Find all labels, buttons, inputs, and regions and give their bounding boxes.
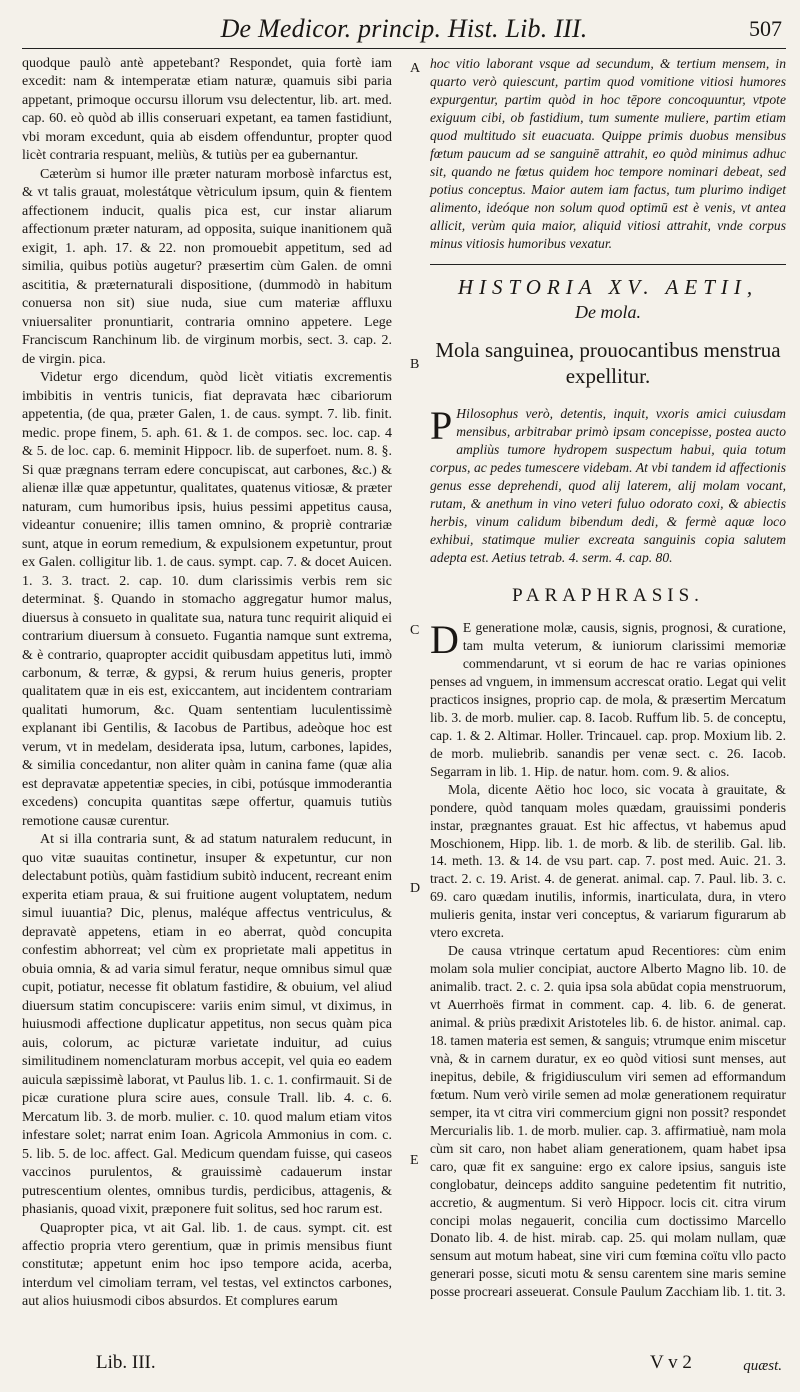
- page-footer: [22, 1352, 786, 1382]
- page-header: [22, 10, 786, 49]
- section-rule: [430, 264, 786, 265]
- paraphrasis-paragraph-2: Mola, dicente Aëtio hoc loco, sic vocata à grauitate, & pondere, quòd tanquam moles quædam, grauissimi ponderis instar, prægnantes grauat. Est hic affectus, vt habemus apud Moschionem, Hipp. lib. 1. de morb. & lib. de sterilib. Gal. lib. 14. meth. 13. & 14. de vsu part. cap. 7. post med. Auic. 21. 3. tract. 2. c. 19. Arist. 4. de generat. animal. cap. 7. Paul. lib. 3. c. 69. caro quædam inutilis, informis, inarticulata, dura, in vtero mulieris genita, instar veri conceptus, & variarum figurarum ab vtero excreta.: [430, 781, 786, 941]
- paraphrasis-paragraph-1-body: E generatione molæ, causis, signis, prognosi, & curatione, tam multa veterum, & iuniorum clarissimi memoriæ commendarunt, vt si eorum de hac re varias opiniones penses ad vnguem, in immensum accrescat oratio. Legat qui velit practicos insignes, proprio cap. de mola, & præsertim Mercatum lib. 3. de morb. mulier. cap. 8. Iacob. Ruffum lib. 5. de conceptu, cap. 1. & 2. Altimar. Holler. Trincauel. cap. prop. Moxium lib. 2. de morb. muliebrib. sanandis per venæ sect. c. 26. Iacob. Segarram in lib. 1. Hip. de natur. hom. com. 9. & alios.: [430, 620, 786, 779]
- paraphrasis-title: PARAPHRASIS.: [512, 585, 704, 607]
- margin-marker-e: E: [410, 1153, 419, 1168]
- left-paragraph-1: quodque paulò antè appetebant? Respondet, quia fortè iam excedit: nam & intemperatæ etiam naturæ, quamuis sibi paria appetant, primoque occursu illorum vsu delectentur, lib. art. med. cap. 60. eò quòd ab illis conseruari expetant, ea tamen fastidiunt, vbi moram excedunt, quia ab eisdem offenduntur, propter quod licèt contraria respuant, meliùs, & tutiùs per ea gubernantur.: [22, 56, 392, 164]
- running-title: De Medicor. princip. Hist. Lib. III.: [220, 14, 588, 43]
- margin-markers: [407, 55, 427, 1333]
- footer-signature: V v 2: [650, 1352, 692, 1373]
- history-dropcap: P: [430, 403, 453, 449]
- left-paragraph-4: At si illa contraria sunt, & ad statum naturalem reducunt, in quo vitæ suauitas continetur, insuper & expetuntur, cur non delectabunt potiùs, quàm fastidium subitò inducent, recreant enim experita etiam praua, & sui fruitione augent voluptatem, nedum simul iuuantia? Dic, plenus, maléque affectus ventriculus, & depravatè appetens, etiam in eo aberrat, quòd concupita confestim abhorreat; vel cùm ex proprietate mali appetitus in obuia omnia, & ad varia simul feratur, neque omnibus simul quæ cupit, potiatur, necesse fit oblatum fastidire, & obuium, vel aliud diuersum statim concupiscere: variis enim simul, vt diximus, in huiusmodi affectione duplicatur appetitus, non secus quàm pica auis, colorum, ac picturæ varietate induitur, ad cuius similitudinem nomenclaturam morbus accepit, vel quia eo eadem auicula sæpissimè laborat, vt Paulus lib. 1. c. 1. confirmauit. Si de picæ curatione plura scire aues, consule Trall. lib. 4. c. 6. Mercatum lib. 3. de morb. mulier. c. 10. quod malum etiam vitos infestare solet; narrat enim Ioan. Agricola Ammonius in com. c. 5. lib. 5. de loc. affect. Gal. Medicum quendam fuisse, qui caseos vaccinos purulentos, & grauissimè cadauerum instar putrescentium olentes, omnibus turdis, perdicibus, attagenis, & phasianis, quoad vixit, præponere fuit solitus, sed hoc rarum est.: [22, 832, 392, 1218]
- paraphrasis-paragraph-1: [430, 619, 786, 781]
- history-subtitle: De mola.: [575, 302, 641, 323]
- margin-marker-c: C: [410, 623, 420, 638]
- margin-marker-d: D: [410, 881, 421, 896]
- left-paragraph-3: Videtur ergo dicendum, quòd licèt vitiatis excrementis imbibitis in ventris tunicis, fiat depravata hæc cibariorum appetentia, (de qua, præter Galen, 1. de caus. sympt. 7. lib. finit. medic. prope finem, 5. aph. 61. & 1. de compos. sec. loc. cap. 4 & 5. de loc. cap. 6. meminit Hippocr. lib. de superfoet. num. 8. §. Si quæ prægnans terram edere concupiscat, aut carbones, &c.) & alienæ illæ quæ appetuntur, qualitates, quatenus vitiosæ, & præter naturam, cum humoribus ipsis, huius pessimi appetitus causa, videantur conuenire; illis tamen omnino, & propriè contrariæ sunt, atque in eorum remedium, & expulsionem expetuntur, prout ex Galen. colligitur lib. 1. de caus. sympt. cap. 7. & docet Auicen. 1. 3. 3. tract. 2. cap. 10. dum clarissimis verbis rem sic determinat. §. Quando in stomacho aggregatur humor malus, diuersus à consueto in qualitate sua, natura tunc requirit aliquid ei contrarium diuersum à consueto. Fugantia namque sunt extrema, & è contrario, quapropter accidit quibusdam appetitus luti, immò carbonum, & terræ, & gypsi, & rerum huius generis, propter qualitatem quæ in eis est, exiccantem, aut incidentem contrariam qualitati humorum, &c. Quam sententiam luculentissimè explanant ibi Gentilis, & Iacobus de Partibus, adeòque hoc est verum, vt in medelam, desiderata ipsa, lutum, carbones, lapides, & similia concedantur, non aliter quàm in canina fame (quæ alia est depravatæ appetentiæ species, in cibi, potúsque immoderantia excedens) concupita quantitas sæpe offertur, quamuis tutiùs remotione causæ curentur.: [22, 370, 392, 829]
- paraphrasis-paragraph-3: De causa vtrinque certatum apud Recentiores: cùm enim molam sola mulier concipiat, auctore Alberto Magno lib. 10. de animalib. tract. 2. c. 2. quia ipsa sola abūdat copia menstruorum, vt Auerrhoës firmat in comment. cap. 4. lib. 6. de generat. animal. & priùs prædixit Aristoteles lib. 6. de histor. animal. cap. 18. tamen materia est semen, & sanguis; vtrumque enim miscetur vnà, & in carnem duratur, ex eo quòd vitiosi sunt menses, aut inepitus, debile, & frigidiusculum viri semen ad efformandum fœtum. Num verò virile semen ad molæ generationem requiratur semper, ita vt citra viri commercium gigni non possit? respondet Mercurialis lib. 1. de morb. mulier. cap. 3. affirmatiuè, nam mola cùm sit caro, non habet aliam generationem, quam habet ipsa caro, quæ fit ex sanguine: ergo ex calore ipsius, sanguis iste conglobatur, deinceps addito sanguine pedetentim fit nutritio, accretio, & augmentum. Si verò Hippocr. locis cit. citra virum concipi molas negauerit, concilia cum doctissimo Marcello Donato lib. 4. de hist. mirab. cap. 25. qui molam nullam, quæ sensum aut motum habeat, sine viri cum fœmina coïtu vllo pacto generari posse, sicuti motu & sensu carentem sine maris semine posse procreari asseuerat. Consule Paulum Zacchiam lib. 1. tit. 3.: [430, 943, 786, 1300]
- history-title: HISTORIA XV. AETII,: [457, 275, 759, 300]
- text-columns: [22, 55, 786, 1333]
- left-paragraph-2: Cæterùm si humor ille præter naturam morbosè infarctus est, & vt talis grauat, molestátque vètriculum ipsum, quin & fientem affectionem inducit, qualis pica est, cur instar aliarum affectionum præter naturam, ad opposita, suique inanitionem quã exigit, 1. aph. 17. & 22. non promouebit appetitum, sed ad similia, quibus potiùs augetur? præsertim cùm Galen. de omni ascititia, & præternaturali dispositione, (dummodò in habitum conuersa non sit) siue nuda, siue cum materiæ affluxu vniuersaliter pronuntiarit, contraria omnino appetere. Lege Franciscum Ranchinum lib. de virginum morbis, sect. 3. cap. 2. de virgin. pica.: [22, 166, 392, 367]
- footer-book-label: Lib. III.: [96, 1352, 156, 1373]
- section-heading: Mola sanguinea, prouocantibus menstrua expellitur.: [435, 338, 781, 389]
- page-number: 507: [749, 16, 782, 41]
- paraphrasis-dropcap: D: [430, 617, 459, 663]
- margin-marker-b: B: [410, 357, 420, 372]
- left-column: [22, 55, 392, 1312]
- footer-catchword: quæst.: [743, 1358, 782, 1374]
- right-continuation: hoc vitio laborant vsque ad secundum, & tertium mensem, in quarto verò quiescunt, partim quod vomitione vitiosi humores expurgentur, partim quòd in hoc tēpore concoquuntur, vtpote exiguum cibi, ob fastidium, tum sumente muliere, partim etiam quod multitudo sit euacuata. Quippe primis duobus mensibus fœtum paucum ad se sanguinē attrahit, eo quòd minimus adhuc sit, quando ne fœtus quidem hoc tempore nominari debeat, sed potius conceptus. Maior autem iam factus, tum plurimo indiget alimento, ideóque non solum quod optimū est è venis, vt antea allicit, verùm quia maior, aliquid vitiosi attrahit, vnde corpus minus vitiosis humoribus vexatur.: [430, 56, 786, 251]
- history-text: [430, 405, 786, 567]
- right-column: [430, 55, 786, 1301]
- margin-marker-a: A: [410, 61, 421, 76]
- history-text-body: Hilosophus verò, detentis, inquit, vxoris amici cuiusdam mensibus, arbitrabar primò ipsam concepisse, postea aucto ampliùs tumore hydropem suspectum habui, quia totum corpus, ac pedes tumescere videbam. At vbi tandem id affectionis genus esse deprehendi, quod alij laterem, alij molam vocant, rutam, & anethum in vino veteri fuluo odorato coxi, & abiectis herbis, vinum calidum bibendum dedi, & fermè aquæ loco exhibui, statimque mulier excreata sanguinis copia salutem adepta est. Aetius tetrab. 4. serm. 4. cap. 80.: [430, 406, 786, 566]
- left-paragraph-5: Quapropter pica, vt ait Gal. lib. 1. de caus. sympt. cit. est affectio propria vtero gerentium, quæ in primis mensibus fiunt constitutæ; appetunt enim hoc ipso tempore acida, acerba, interdum vel cimoliam terram, vel testas, vel extinctos carbones, aut alios huiusmodi cibos absurdos. Et complures earum: [22, 1220, 392, 1310]
